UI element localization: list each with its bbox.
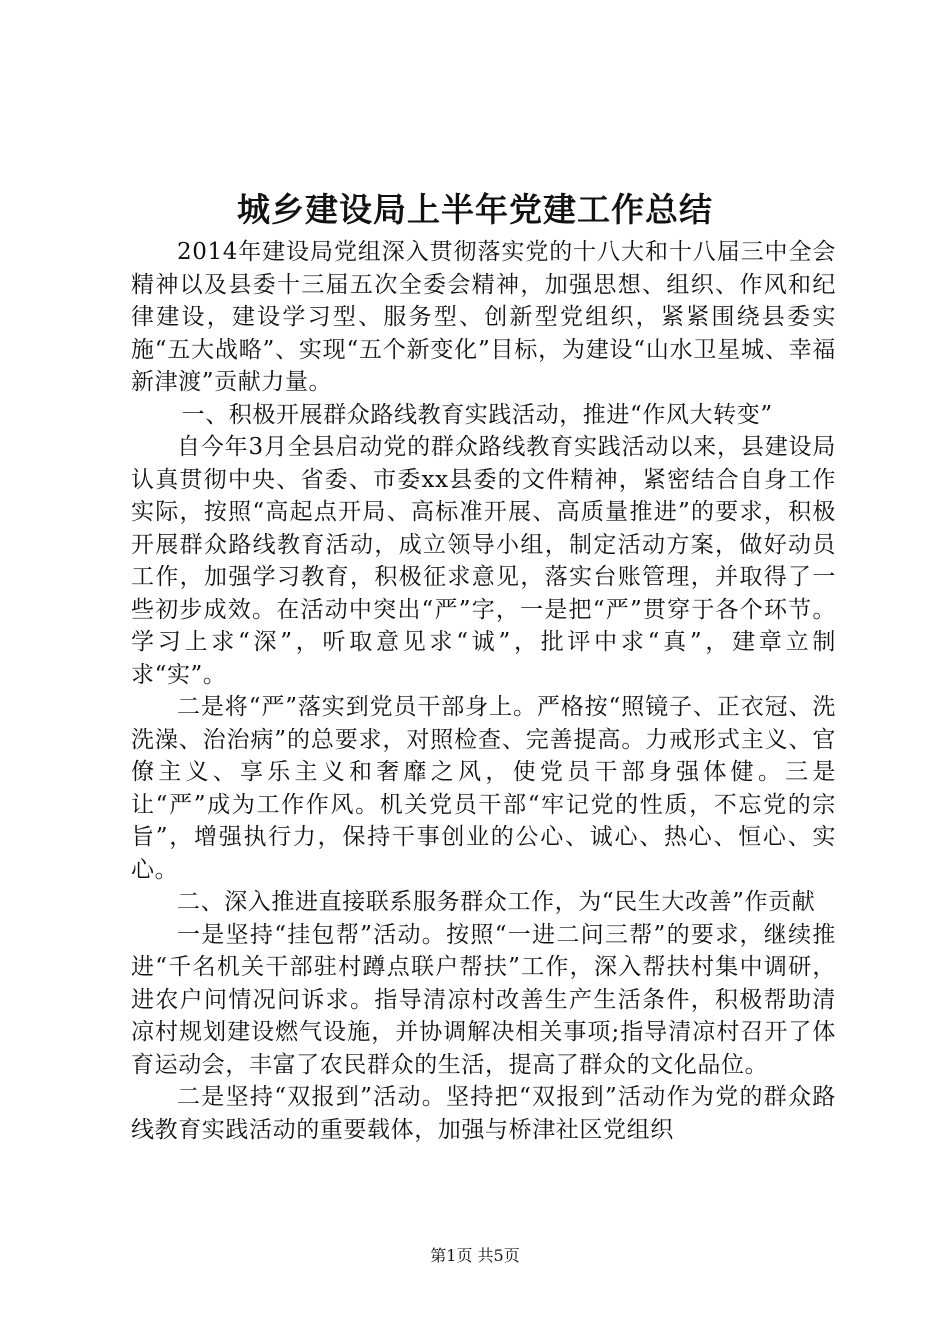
paragraph-section-2-item-2: 二是坚持“双报到”活动。坚持把“双报到”活动作为党的群众路线教育实践活动的重要载体，加强与桥津社区党组织 (131, 1084, 836, 1143)
paragraph-section-2-item-1: 一是坚持“挂包帮”活动。按照“一进二问三帮”的要求，继续推进“千名机关干部驻村蹲点联户帮扶”工作，深入帮扶村集中调研，进农户问情况问诉求。指导清凉村改善生产生活条件，积极帮助清凉村规划建设燃气设施，并协调解决相关事项;指导清凉村召开了体育运动会，丰富了农民群众的生活，提高了群众的文化品位。 (131, 921, 836, 1078)
paragraph-intro: 2014年建设局党组深入贯彻落实党的十八大和十八届三中全会精神以及县委十三届五次全委会精神，加强思想、组织、作风和纪律建设，建设学习型、服务型、创新型党组织，紧紧围绕县委实施“五大战略”、实现“五个新变化”目标，为建设“山水卫星城、幸福新津渡”贡献力量。 (131, 239, 836, 395)
section-heading-2: 二、深入推进直接联系服务群众工作，为“民生大改善”作贡献 (177, 889, 816, 915)
paragraph-section-1-body: 自今年3月全县启动党的群众路线教育实践活动以来，县建设局认真贯彻中央、省委、市委xx县委的文件精神，紧密结合自身工作实际，按照“高起点开局、高标准开展、高质量推进”的要求，积极开展群众路线教育活动，成立领导小组，制定活动方案，做好动员工作，加强学习教育，积极征求意见，落实台账管理，并取得了一些初步成效。在活动中突出“严”字，一是把“严”贯穿于各个环节。学习上求“深”，听取意见求“诚”，批评中求“真”，建章立制求“实”。 (131, 434, 836, 688)
paragraph-section-1-points: 二是将“严”落实到党员干部身上。严格按“照镜子、正衣冠、洗洗澡、治治病”的总要求，对照检查、完善提高。力戒形式主义、官僚主义、享乐主义和奢靡之风，使党员干部身强体健。三是让“严”成为工作作风。机关党员干部“牢记党的性质，不忘党的宗旨”，增强执行力，保持干事创业的公心、诚心、热心、恒心、实心。 (131, 694, 836, 883)
document-body (131, 236, 836, 1146)
section-heading-1: 一、积极开展群众路线教育实践活动，推进“作风大转变” (181, 401, 773, 428)
page-footer: 第1页 共5页 (430, 1246, 520, 1265)
document-title: 城乡建设局上半年党建工作总结 (237, 190, 713, 229)
